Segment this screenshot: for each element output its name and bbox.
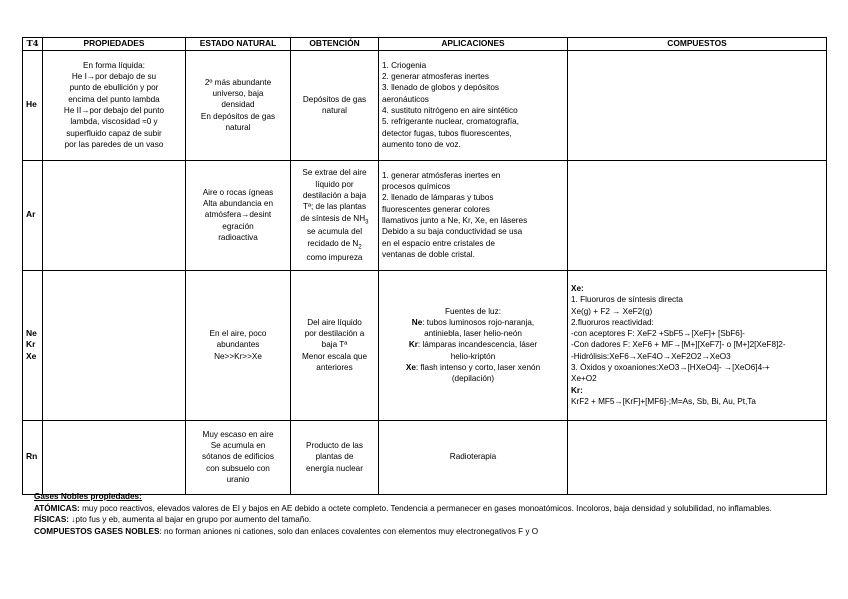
text-line: en el espacio entre cristales de — [382, 238, 495, 248]
text-line: punto de ebullición y por — [69, 83, 159, 93]
text-line: Muy escaso en aire — [202, 429, 274, 439]
nekrxe-estado-natural — [186, 270, 291, 420]
ar-estado-natural — [186, 160, 291, 270]
text-line: -con aceptores F: XeF2 +SbF5→[XeF]+ [SbF6]- — [571, 329, 745, 339]
text-segment: : flash intenso y corto, laser xenón — [415, 363, 541, 373]
text-line: aeronáuticos — [382, 94, 429, 104]
notes-fisicas — [34, 514, 824, 526]
text-line: Menor escala que — [301, 351, 368, 361]
row-ne-kr-xe — [23, 270, 827, 420]
text-line — [382, 362, 564, 373]
text-line: 2. llenado de lámparas y tubos — [382, 193, 494, 203]
text-line: con subsuelo con — [206, 463, 270, 473]
text-line: 1. generar atmósferas inertes en — [382, 170, 501, 180]
text-line: 2. generar atmosferas inertes — [382, 72, 489, 82]
text-line: densidad — [221, 100, 255, 110]
text-line: uranio — [226, 475, 250, 485]
text-line: llamativos junto a Ne, Kr, Xe, en láseres — [382, 216, 528, 226]
element-he: He — [23, 50, 43, 160]
text-line: se acumula del — [306, 227, 363, 237]
element-ne: Ne — [26, 327, 37, 338]
text-line: por destilación a — [304, 329, 365, 339]
rn-compuestos — [568, 420, 827, 494]
text-bold: Xe — [405, 363, 416, 373]
element-kr: Kr — [26, 339, 36, 350]
text-line: KrF2 + MF5→[KrF]+[MF6]-;M=As, Sb, Bi, Au, Pt,Ta — [571, 397, 756, 406]
notes-title: Gases Nobles propiedades: — [34, 492, 142, 501]
text-segment: : tubos luminosos rojo-naranja, — [422, 317, 535, 327]
text-bold: Kr — [408, 340, 418, 350]
rn-aplicaciones: Radioterapia — [379, 420, 568, 494]
nekrxe-aplicaciones — [379, 270, 568, 420]
noble-gases-table — [22, 37, 827, 495]
text-segment: de síntesis de NH — [300, 213, 366, 223]
text-line: He I→por debajo de su — [71, 72, 157, 82]
header-obtencion: OBTENCIÓN — [291, 38, 379, 51]
text-line: Aire o rocas ígneas — [202, 187, 274, 197]
text-line: por las paredes de un vaso — [64, 140, 164, 150]
row-ar — [23, 160, 827, 270]
text-line: 3. llenado de globos y depósitos — [382, 83, 499, 93]
header-row — [23, 38, 827, 51]
he-obtencion — [291, 50, 379, 160]
text-segment: : lámparas incandescencia, láser — [417, 340, 538, 350]
text-line: aumento tono de voz. — [382, 140, 461, 150]
he-compuestos — [568, 50, 827, 160]
element-ar: Ar — [23, 160, 43, 270]
nekrxe-compuestos — [568, 270, 827, 420]
he-estado-natural — [186, 50, 291, 160]
text-line: ventanas de doble cristal. — [382, 250, 475, 260]
text-line: superfluido capaz de subir — [66, 128, 162, 138]
subscript: 3 — [365, 219, 369, 226]
ar-obtencion — [291, 160, 379, 270]
text-line: natural — [225, 123, 251, 133]
text-line: Del aire líquido — [307, 317, 362, 327]
notes-compuestos — [34, 526, 824, 538]
subscript: 2 — [358, 244, 362, 251]
text-line: encima del punto lambda — [68, 94, 160, 104]
text-line: lambda, viscosidad ≈0 y — [70, 117, 158, 127]
he-aplicaciones — [379, 50, 568, 160]
text-line: egración — [222, 221, 254, 231]
text-line: Depósitos de gas — [302, 94, 367, 104]
ar-compuestos — [568, 160, 827, 270]
text-line: Se extrae del aire — [302, 168, 367, 178]
row-rn — [23, 420, 827, 494]
text-line: En depósitos de gas — [200, 111, 276, 121]
text-line — [294, 238, 375, 252]
text-line: energía nuclear — [306, 463, 363, 473]
text-line: 2º más abundante — [204, 77, 272, 87]
text-line: líquido por — [315, 179, 354, 189]
text-line: como impureza — [306, 252, 363, 262]
text-line: En forma líquida: — [83, 60, 145, 70]
text-line: Debido a su baja conductividad se usa — [382, 227, 523, 237]
text-line: Se acumula en — [210, 441, 266, 451]
text-line: 1. Criogenia — [382, 60, 427, 70]
element-xe: Xe — [26, 350, 37, 361]
text-line: Alta abundancia en — [202, 199, 274, 209]
nekrxe-propiedades — [43, 270, 186, 420]
notes-section — [34, 491, 824, 538]
notes-compuestos-text: : no forman aniones ni cationes, solo dan enlaces covalentes con elementos muy electronegativos F y O — [159, 526, 539, 536]
rn-obtencion — [291, 420, 379, 494]
text-line: -Con dadores F: XeF6 + MF→[M+][XeF7]- o [M+]2[XeF8]2- — [571, 340, 786, 350]
text-line: Kr: — [571, 385, 583, 395]
header-t4: T4 — [23, 38, 43, 51]
text-line: Xe(g) + F2 → XeF2(g) — [571, 306, 653, 316]
text-line: 5. refrigerante nuclear, cromatografía, — [382, 117, 519, 127]
text-line — [382, 351, 564, 362]
text-line: 3. Óxidos y oxoaniones:XeO3→[HXeO4]- →[XeO6]4-+ — [571, 363, 770, 373]
text-line: Ne>>Kr>>Xe — [214, 351, 262, 361]
element-rn: Rn — [23, 420, 43, 494]
text-line — [294, 213, 375, 227]
text-line: -Hidrólisis:XeF6→XeF4O→XeF2O2→XeO3 — [571, 351, 731, 361]
text-line: Xe: — [571, 283, 584, 293]
row-he — [23, 50, 827, 160]
text-line — [382, 339, 564, 350]
header-aplicaciones: APLICACIONES — [379, 38, 568, 51]
text-bold: Ne — [411, 317, 423, 327]
text-line: plantas de — [315, 452, 354, 462]
text-line: radioactiva — [218, 233, 258, 243]
text-line: Xe+O2 — [571, 374, 597, 384]
text-line: destilación a baja — [302, 190, 367, 200]
rn-propiedades — [43, 420, 186, 494]
text-line: En el aire, poco — [209, 329, 267, 339]
text-line — [382, 328, 564, 339]
notes-fisicas-label: FÍSICAS: — [34, 515, 70, 525]
header-propiedades: PROPIEDADES — [43, 38, 186, 51]
text-segment: (depilación) — [451, 374, 495, 384]
header-estado-natural: ESTADO NATURAL — [186, 38, 291, 51]
text-line: 1. Fluoruros de síntesis directa — [571, 295, 683, 305]
notes-compuestos-label: COMPUESTOS GASES NOBLES — [34, 526, 160, 536]
rn-estado-natural — [186, 420, 291, 494]
text-line: natural — [321, 106, 348, 116]
notes-atomicas-label: ATÓMICAS: — [34, 503, 80, 513]
notes-fisicas-text: ↓pto fus y eb, aumenta al bajar en grupo por aumento del tamaño. — [69, 515, 312, 525]
text-line: atmósfera→desint — [204, 210, 272, 220]
he-propiedades — [43, 50, 186, 160]
notes-atomicas-text: muy poco reactivos, elevados valores de EI y bajos en AE debido a octete completo. Tendencia a permanecer en gases monoatómicos. Incoloros, baja densidad y solubilidad, no inflamables. — [79, 503, 772, 513]
text-segment: recidado de N — [307, 238, 359, 248]
text-line: fluorescentes generar colores — [382, 204, 490, 214]
header-compuestos: COMPUESTOS — [568, 38, 827, 51]
text-line: He II→por debajo del punto — [63, 106, 165, 116]
text-line: abundantes — [216, 340, 260, 350]
text-line: universo, baja — [212, 89, 264, 99]
text-line: anteriores — [316, 363, 353, 373]
text-line: procesos químicos — [382, 182, 451, 192]
text-line: sótanos de edificios — [202, 452, 274, 462]
ar-aplicaciones — [379, 160, 568, 270]
text-line — [382, 373, 564, 384]
text-line: Producto de las — [306, 441, 363, 451]
element-ne-kr-xe — [23, 270, 43, 420]
text-segment: helio-kriptón — [450, 351, 496, 361]
text-line: detector fugas, tubos fluorescentes, — [382, 128, 512, 138]
text-line: Tª; de las plantas — [302, 202, 367, 212]
text-line: baja Tª — [321, 340, 348, 350]
text-line: Fuentes de luz: — [445, 306, 501, 316]
text-line: 4. sustituto nitrógeno en aire sintético — [382, 106, 518, 116]
ar-propiedades — [43, 160, 186, 270]
text-line: 2.fluoruros reactividad: — [571, 317, 654, 327]
text-line — [382, 317, 564, 328]
notes-atomicas — [34, 503, 824, 515]
text-segment: antiniebla, laser helio-neón — [424, 329, 522, 339]
nekrxe-obtencion — [291, 270, 379, 420]
